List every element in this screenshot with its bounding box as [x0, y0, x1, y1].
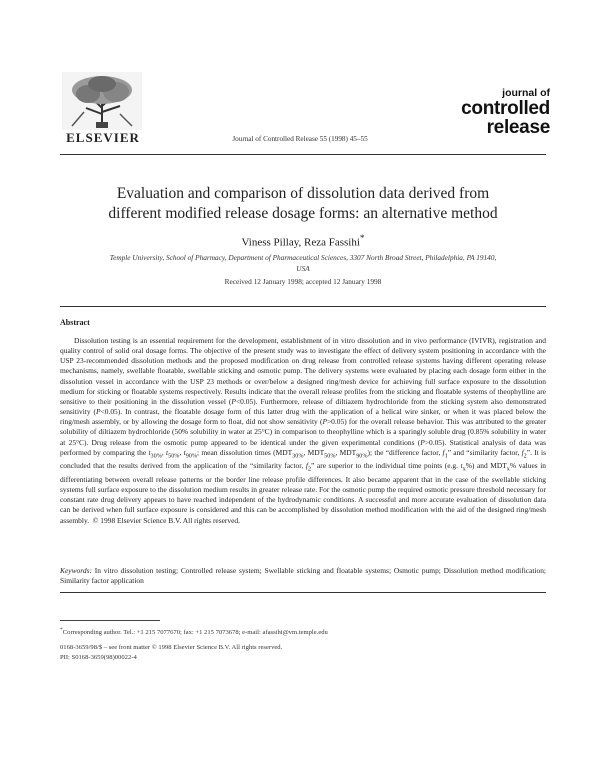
copyright-line: © 1998 Elsevier Science B.V. All rights reserved.	[92, 515, 240, 525]
journal-citation: Journal of Controlled Release 55 (1998) 45–55	[232, 135, 368, 143]
keywords-text: In vitro dissolution testing; Controlled release system; Swellable sticking and floatable systems; Osmotic pump; Dissolution method modification; Similarity factor application	[60, 566, 547, 586]
journal-logo-line3: release	[486, 116, 550, 138]
received-dates: Received 12 January 1998; accepted 12 January 1998	[224, 277, 382, 286]
article-authors	[60, 233, 546, 249]
affiliation-line-2: USA	[296, 263, 310, 273]
footnote-rule	[60, 620, 160, 621]
author-footnote-mark: *	[359, 233, 365, 243]
abstract-heading: Abstract	[60, 318, 90, 327]
author-names: Viness Pillay, Reza Fassihi	[241, 236, 360, 249]
affiliation-line-1: Temple University, School of Pharmacy, Department of Pharmaceutical Sciences, 3307 North Broad Street, Philadelphia, PA 19140,	[109, 253, 497, 262]
keywords	[60, 566, 546, 586]
publisher-name: ELSEVIER	[66, 130, 140, 145]
journal-logo-line1: journal of	[502, 87, 550, 99]
footnote-text: Corresponding author. Tel.: +1 215 7077670; fax: +1 215 7073678; e-mail: afassihi@vm.temple.edu	[62, 629, 328, 637]
issn-block	[60, 643, 546, 663]
title-line-2: different modified release dosage forms: an alternative method	[108, 205, 498, 223]
issn-line: 0168-3659/98/$ – see front matter © 1998 Elsevier Science B.V. All rights reserved.	[60, 644, 283, 651]
title-line-1: Evaluation and comparison of dissolution data derived from	[116, 185, 490, 202]
article-title	[60, 184, 546, 224]
keywords-divider	[60, 592, 546, 593]
journal-logo-line2: controlled	[461, 97, 550, 119]
corresponding-author-footnote	[60, 627, 546, 636]
tree-icon	[62, 72, 142, 130]
abstract-body: Dissolution testing is an essential requirement for the development, establishment of in vitro dissolution and in vivo performance (IVIVR), registration and quality control of solid oral dosage forms. The objective of the present study was to investigate the effect of delivery system positioning in accordance with the USP 23-recommended dissolution methods and the proposed modification on drug release from controlled release systems having different operating release mechanisms, namely, swellable floatable, swellable sticking and osmotic pump. The delivery systems were evaluated by placing each dosage form either in the dissolution vessel in accordance with the USP 23 methods or over/below a designed ring/mesh device for achieving full surface exposure to the dissolution medium for sticking or floatable systems respectively. Results indicate that the overall release profiles from the sticking and floatable systems of theophylline are sensitive to their positioning in the dissolution vessel (P<0.05). Furthermore, release of diltiazem hydrochloride from the sticking system also demonstrated sensitivity (P<0.05). In contrast, the floatable dosage form of this latter drug with the application of a helical wire sinker, or when it was placed below the ring/mesh assembly, or by allowing the dosage form to float, did not show sensitivity (P>0.05) for the overall release behavior. This was attributed to the greater solubility of diltiazem hydrochloride (50% solubility in water at 25°C) in comparison to theophylline which is a sparingly soluble drug (0.85% solubility in water at 25°C). Drug release from the osmotic pump appeared to be identical under the given experimental conditions (P>0.05). Statistical analysis of data was performed by comparing the $t_{30\%}$, $t_{50\%}$, $t_{90\%}$; mean dissolution times ($MDT_{30\%}$, $MDT_{50\%}$, $MDT_{90\%}$); the “difference factor, $f_1$” and “similarity factor, $f_2$”. It is concluded that the results derived from the application of the “similarity factor, $f_2$” are superior to the individual time points (e.g. $t_x\%$) and $MDT_x\%$ values in differentiating between overall release patterns or the border line release profile differences. It also became apparent that in the case of the swellable sticking systems full surface exposure to the dissolution medium results in greater release rate. For the osmotic pump the required osmotic pressure threshold necessary for constant rate drug delivery appears to have reached independent of the hydrodynamic conditions. A successful and more accurate evaluation of dissolution data can be derived when full surface exposure is considered and this can be accomplished by dissolution method modification with the aid of the designed ring/mesh assembly. © 1998 Elsevier Science B.V. All rights reserved.	[60, 336, 547, 525]
journal-logo-text	[440, 88, 550, 137]
header-divider	[60, 154, 546, 155]
keywords-label: Keywords:	[60, 566, 92, 575]
author-affiliation	[80, 253, 526, 274]
pii-line: PII: S0168-3659(98)00022-4	[60, 654, 137, 661]
abstract-divider	[60, 306, 546, 307]
footnote-mark: *	[60, 627, 63, 633]
